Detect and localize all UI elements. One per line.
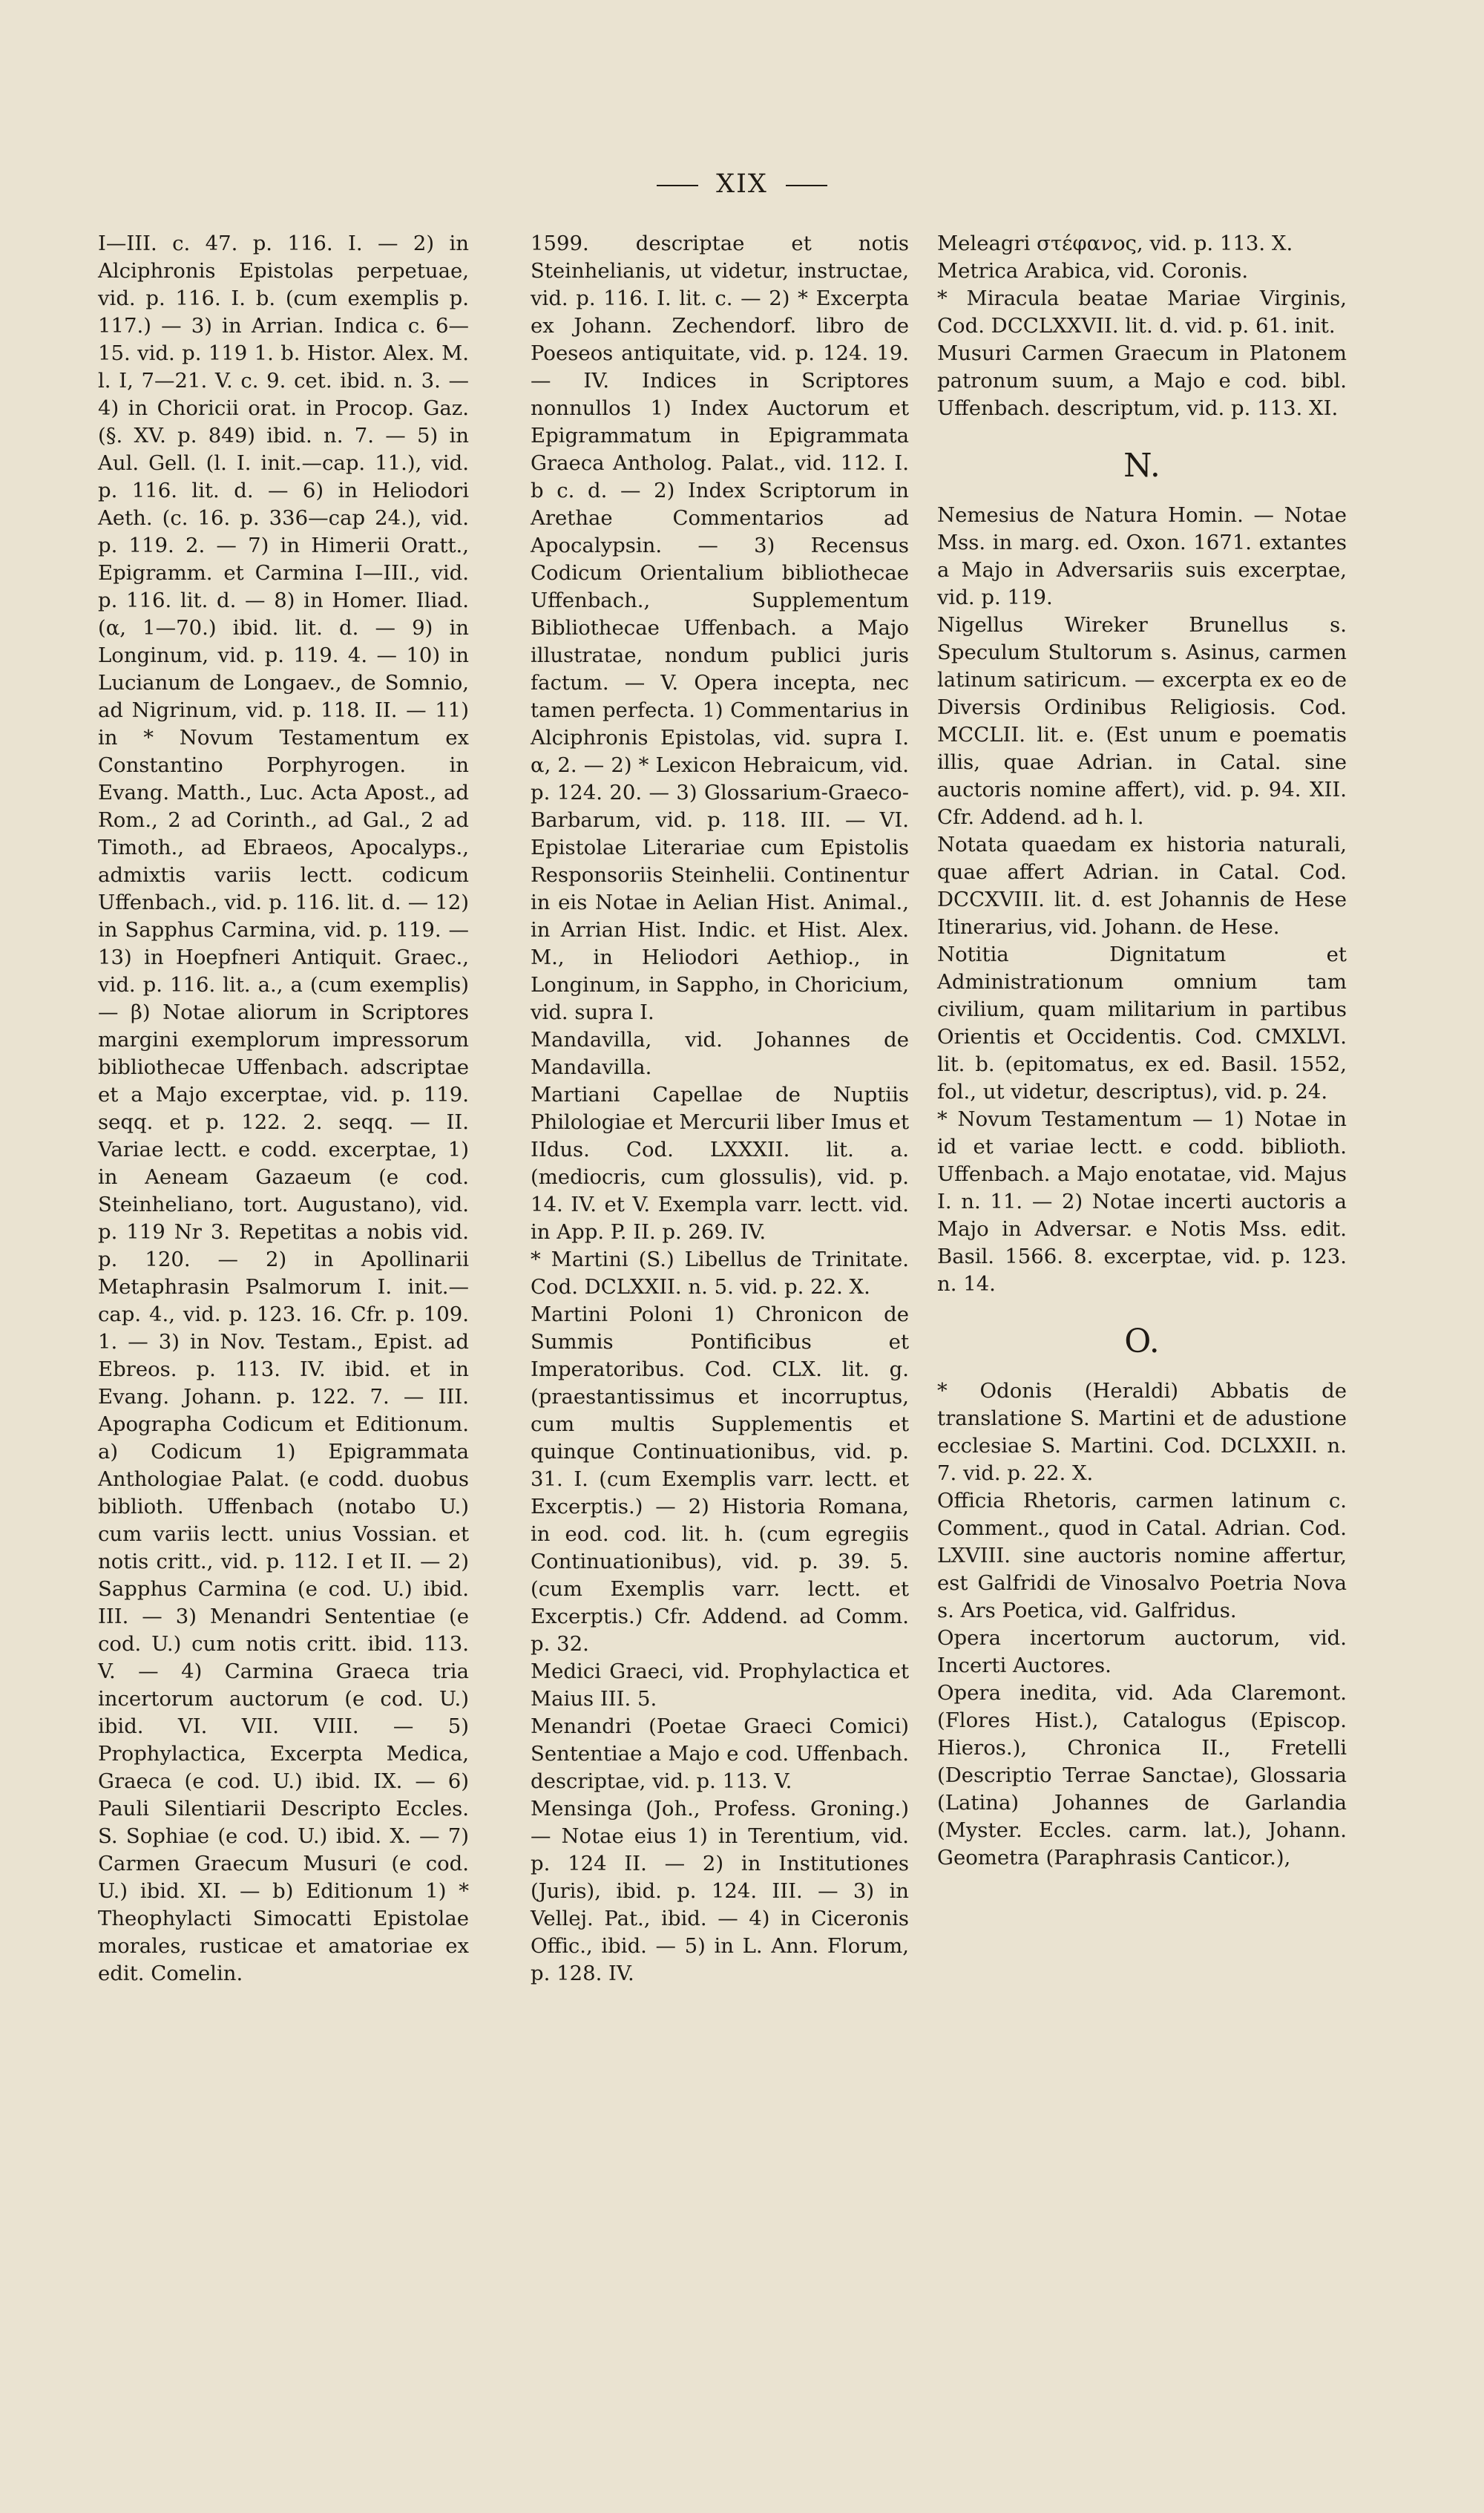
index-entry: Meleagri στέφανος, vid. p. 113. X. <box>937 232 1293 255</box>
index-entry: 1599. descriptae et notis Steinhelianis, ut videtur, instructae, vid. p. 116. I. lit. c. — 2) * Excerpta ex Johann. Zechendorf. libro de Poeseos antiquitate, vid. p. 124. 19. — IV. Indices in Scriptores nonnullos 1) Index Auctorum et Epigrammatum in Epigrammata Graeca Antholog. Palat., vid. 112. I. b c. d. — 2) Index Scriptorum in Arethae Commentarios ad Apocalypsin. — 3) Recensus Codicum Orientalium bibliothecae Uffenbach., Supplementum Bibliothecae Uffenbach. a Majo illustratae, nondum publici juris factum. — V. Opera incepta, nec tamen perfecta. 1) Commentarius in Alciphronis Epistolas, vid. supra I. α, 2. — 2) * Lexicon Hebraicum, vid. p. 124. 20. — 3) Glossarium-Graeco-Barbarum, vid. p. 118. III. — VI. Epistolae Literariae cum Epistolis Responsoriis Steinhelii. Continentur in eis Notae in Aelian Hist. Animal., in Arrian Hist. Indic. et Hist. Alex. M., in Heliodori Aethiop., in Longinum, in Sappho, in Choricium, vid. supra I. <box>531 232 909 1024</box>
index-entry: * Martini (S.) Libellus de Trinitate. Cod. DCLXXII. n. 5. vid. p. 22. X. <box>531 1248 909 1299</box>
column-middle <box>531 230 909 1988</box>
page-header <box>0 169 1484 199</box>
index-entry: Nigellus Wireker Brunellus s. Speculum Stultorum s. Asinus, carmen latinum satiricum. — excerpta ex eo de Diversis Ordinibus Religiosis. Cod. MCCLII. lit. e. (Est unum e poematis illis, quae Adrian. in Catal. sine auctoris nomine affert), vid. p. 94. XII. Cfr. Addend. ad h. l. <box>937 613 1347 829</box>
index-entry: * Miracula beatae Mariae Virginis, Cod. DCCLXXVII. lit. d. vid. p. 61. init. <box>937 286 1347 338</box>
index-entry: Martini Poloni 1) Chronicon de Summis Pontificibus et Imperatoribus. Cod. CLX. lit. g. (praestantissimus et incorruptus, cum multis Supplementis et quinque Continuationibus, vid. p. 31. I. (cum Exemplis varr. lectt. et Excerptis.) — 2) Historia Romana, in eod. cod. lit. h. (cum egregiis Continuationibus), vid. p. 39. 5. (cum Exemplis varr. lectt. et Excerptis.) Cfr. Addend. ad Comm. p. 32. <box>531 1303 909 1656</box>
index-entry: * Novum Testamentum — 1) Notae in id et variae lectt. e codd. biblioth. Uffenbach. a Majo enotatae, vid. Majus I. n. 11. — 2) Notae incerti auctoris a Majo in Adversar. e Notis Mss. edit. Basil. 1566. 8. excerptae, vid. p. 123. n. 14. <box>937 1107 1347 1296</box>
header-dash-left <box>657 185 698 186</box>
index-entry: Opera inedita, vid. Ada Claremont. (Flores Hist.), Catalogus (Episcop. Hieros.), Chronica II., Fretelli (Descriptio Terrae Sanctae), Glossaria (Latina) Johannes de Garlandia (Myster. Eccles. carm. lat.), Johann. Geometra (Paraphrasis Canticor.), <box>937 1681 1347 1870</box>
index-entry: I—III. c. 47. p. 116. I. — 2) in Alciphronis Epistolas perpetuae, vid. p. 116. I. b. (cum exemplis p. 117.) — 3) in Arrian. Indica c. 6—15. vid. p. 119 1. b. Histor. Alex. M. l. I, 7—21. V. c. 9. cet. ibid. n. 3. — 4) in Choricii orat. in Procop. Gaz. (§. XV. p. 849) ibid. n. 7. — 5) in Aul. Gell. (l. I. init.—cap. 11.), vid. p. 116. lit. d. — 6) in Heliodori Aeth. (c. 16. p. 336—cap 24.), vid. p. 119. 2. — 7) in Himerii Oratt., Epigramm. et Carmina I—III., vid. p. 116. lit. d. — 8) in Homer. Iliad. (α, 1—70.) ibid. lit. d. — 9) in Longinum, vid. p. 119. 4. — 10) in Lucianum de Longaev., de Somnio, ad Nigrinum, vid. p. 118. II. — 11) in * Novum Testamentum ex Constantino Porphyrogen. in Evang. Matth., Luc. Acta Apost., ad Rom., 2 ad Corinth., ad Gal., 2 ad Timoth., ad Ebraeos, Apocalyps., admixtis variis lectt. codicum Uffenbach., vid. p. 116. lit. d. — 12) in Sapphus Carmina, vid. p. 119. — 13) in Hoepfneri Antiquit. Graec., vid. p. 116. lit. a., a (cum exemplis) — β) Notae aliorum in Scriptores margini exemplorum impressorum bibliothecae Uffenbach. adscriptae et a Majo excerptae, vid. p. 119. seqq. et p. 122. 2. seqq. — II. Variae lectt. e codd. excerptae, 1) in Aeneam Gazaeum (e cod. Steinheliano, tort. Augustano), vid. p. 119 Nr 3. Repetitas a nobis vid. p. 120. — 2) in Apollinarii Metaphrasin Psalmorum I. init.—cap. 4., vid. p. 123. 16. Cfr. p. 109. 1. — 3) in Nov. Testam., Epist. ad Ebreos. p. 113. IV. ibid. et in Evang. Johann. p. 122. 7. — III. Apographa Codicum et Editionum. a) Codicum 1) Epigrammata Anthologiae Palat. (e codd. duobus biblioth. Uffenbach (notabo U.) cum variis lectt. unius Vossian. et notis critt., vid. p. 112. I et II. — 2) Sapphus Carmina (e cod. U.) ibid. III. — 3) Menandri Sententiae (e cod. U.) cum notis critt. ibid. 113. V. — 4) Carmina Graeca tria incertorum auctorum (e cod. U.) ibid. VI. VII. VIII. — 5) Prophylactica, Excerpta Medica, Graeca (e cod. U.) ibid. IX. — 6) Pauli Silentiarii Descripto Eccles. S. Sophiae (e cod. U.) ibid. X. — 7) Carmen Graecum Musuri (e cod. U.) ibid. XI. — b) Editionum 1) * Theophylacti Simocatti Epistolae morales, rusticae et amatoriae ex edit. Comelin. <box>98 232 469 1985</box>
index-entry: Opera incertorum auctorum, vid. Incerti Auctores. <box>937 1626 1347 1677</box>
page-number: XIX <box>716 169 768 199</box>
index-entry: Menandri (Poetae Graeci Comici) Sententiae a Majo e cod. Uffenbach. descriptae, vid. p. 113. V. <box>531 1714 909 1793</box>
index-entry: Martiani Capellae de Nuptiis Philologiae et Mercurii liber Imus et IIdus. Cod. LXXXII. lit. a. (mediocris, cum glossulis), vid. p. 14. IV. et V. Exempla varr. lectt. vid. in App. P. II. p. 269. IV. <box>531 1083 909 1244</box>
column-right <box>937 230 1347 1872</box>
section-heading-n: N. <box>1123 447 1160 485</box>
column-left <box>98 230 469 1988</box>
index-entry: Notitia Dignitatum et Administrationum omnium tam civilium, quam militarium in partibus Orientis et Occidentis. Cod. CMXLVI. lit. b. (epitomatus, ex ed. Basil. 1552, fol., ut videtur, descriptus), vid. p. 24. <box>937 943 1347 1104</box>
index-entry: Officia Rhetoris, carmen latinum c. Comment., quod in Catal. Adrian. Cod. LXVIII. sine auctoris nomine affertur, est Galfridi de Vinosalvo Poetria Nova s. Ars Poetica, vid. Galfridus. <box>937 1489 1347 1622</box>
index-entry: * Odonis (Heraldi) Abbatis de translatione S. Martini et de adustione ecclesiae S. Martini. Cod. DCLXXII. n. 7. vid. p. 22. X. <box>937 1379 1347 1485</box>
index-entry: Notata quaedam ex historia naturali, quae affert Adrian. in Catal. Cod. DCCXVIII. lit. d. est Johannis de Hese Itinerarius, vid. Johann. de Hese. <box>937 833 1347 939</box>
section-heading-o: O. <box>1124 1323 1160 1360</box>
index-entry: Nemesius de Natura Homin. — Notae Mss. in marg. ed. Oxon. 1671. extantes a Majo in Adversariis suis excerptae, vid. p. 119. <box>937 503 1347 609</box>
index-entry: Medici Graeci, vid. Prophylactica et Maius III. 5. <box>531 1660 909 1711</box>
index-entry: Musuri Carmen Graecum in Platonem patronum suum, a Majo e cod. bibl. Uffenbach. descriptum, vid. p. 113. XI. <box>937 341 1347 420</box>
index-entry: Mensinga (Joh., Profess. Groning.) — Notae eius 1) in Terentium, vid. p. 124 II. — 2) in Institutiones (Juris), ibid. p. 124. III. — 3) in Vellej. Pat., ibid. — 4) in Ciceronis Offic., ibid. — 5) in L. Ann. Florum, p. 128. IV. <box>531 1797 909 1985</box>
index-entry: Metrica Arabica, vid. Coronis. <box>937 259 1249 283</box>
index-entry: Mandavilla, vid. Johannes de Mandavilla. <box>531 1028 909 1079</box>
header-dash-right <box>786 185 827 186</box>
